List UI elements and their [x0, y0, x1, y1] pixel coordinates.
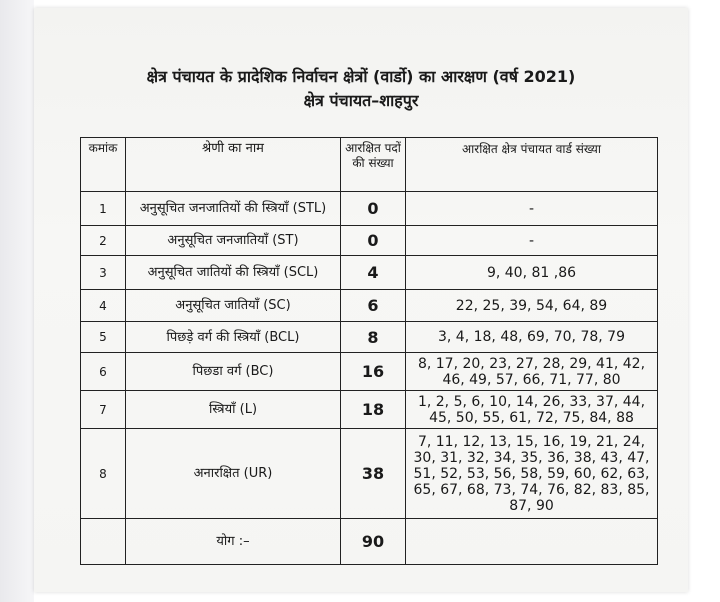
header-ward-numbers: आरक्षित क्षेत्र पंचायत वार्ड संख्या — [406, 138, 658, 192]
row-wards: - — [406, 226, 658, 256]
table-row — [81, 322, 658, 353]
row-count: 0 — [341, 226, 406, 256]
row-wards: 1, 2, 5, 6, 10, 14, 26, 33, 37, 44, 45, 50, 55, 61, 72, 75, 84, 88 — [406, 391, 658, 429]
row-category: अनारक्षित (UR) — [126, 429, 341, 519]
row-serial: 4 — [81, 290, 126, 322]
reservation-table — [80, 137, 658, 565]
row-category: अनुसूचित जातियाँ (SC) — [126, 290, 341, 322]
document-title: क्षेत्र पंचायत के प्रादेशिक निर्वाचन क्षेत्रों (वार्डो) का आरक्षण (वर्ष 2021) — [146, 67, 576, 86]
table-total-row — [81, 519, 658, 565]
background-edge — [0, 0, 34, 602]
row-serial: 8 — [81, 429, 126, 519]
table-row — [81, 256, 658, 290]
header-reserved-count: आरक्षित पदों की संख्या — [341, 138, 406, 192]
header-category: श्रेणी का नाम — [126, 138, 341, 192]
row-count: 4 — [341, 256, 406, 290]
table-row — [81, 226, 658, 256]
row-serial: 6 — [81, 353, 126, 391]
row-category: पिछड़े वर्ग की स्त्रियाँ (BCL) — [126, 322, 341, 353]
row-count: 18 — [341, 391, 406, 429]
row-serial: 2 — [81, 226, 126, 256]
row-serial: 1 — [81, 192, 126, 226]
row-serial: 5 — [81, 322, 126, 353]
row-wards: 9, 40, 81 ,86 — [406, 256, 658, 290]
row-category: पिछडा वर्ग (BC) — [126, 353, 341, 391]
document-subtitle: क्षेत्र पंचायत–शाहपुर — [303, 91, 419, 110]
row-wards: 22, 25, 39, 54, 64, 89 — [406, 290, 658, 322]
row-category: अनुसूचित जनजातियाँ (ST) — [126, 226, 341, 256]
row-wards: 8, 17, 20, 23, 27, 28, 29, 41, 42, 46, 49, 57, 66, 71, 77, 80 — [406, 353, 658, 391]
row-category: अनुसूचित जनजातियों की स्त्रियाँ (STL) — [126, 192, 341, 226]
table-row — [81, 429, 658, 519]
row-wards: 3, 4, 18, 48, 69, 70, 78, 79 — [406, 322, 658, 353]
total-count: 90 — [341, 519, 406, 565]
row-wards: - — [406, 192, 658, 226]
row-category: स्त्रियाँ (L) — [126, 391, 341, 429]
row-wards: 7, 11, 12, 13, 15, 16, 19, 21, 24, 30, 31, 32, 34, 35, 36, 38, 43, 47, 51, 52, 53, 56, 58, 59, 60, 62, 63, 65, 67, 68, 73, 74, 76, 82, 83, 85, 87, 90 — [406, 429, 658, 519]
table-row — [81, 290, 658, 322]
header-serial: कमांक — [81, 138, 126, 192]
row-count: 0 — [341, 192, 406, 226]
row-count: 38 — [341, 429, 406, 519]
table-row — [81, 353, 658, 391]
table-row — [81, 391, 658, 429]
row-count: 6 — [341, 290, 406, 322]
total-label: योग :– — [126, 519, 341, 565]
row-category: अनुसूचित जातियों की स्त्रियाँ (SCL) — [126, 256, 341, 290]
row-serial: 7 — [81, 391, 126, 429]
row-count: 8 — [341, 322, 406, 353]
table-row — [81, 192, 658, 226]
row-count: 16 — [341, 353, 406, 391]
row-serial: 3 — [81, 256, 126, 290]
table-header-row — [81, 138, 658, 192]
